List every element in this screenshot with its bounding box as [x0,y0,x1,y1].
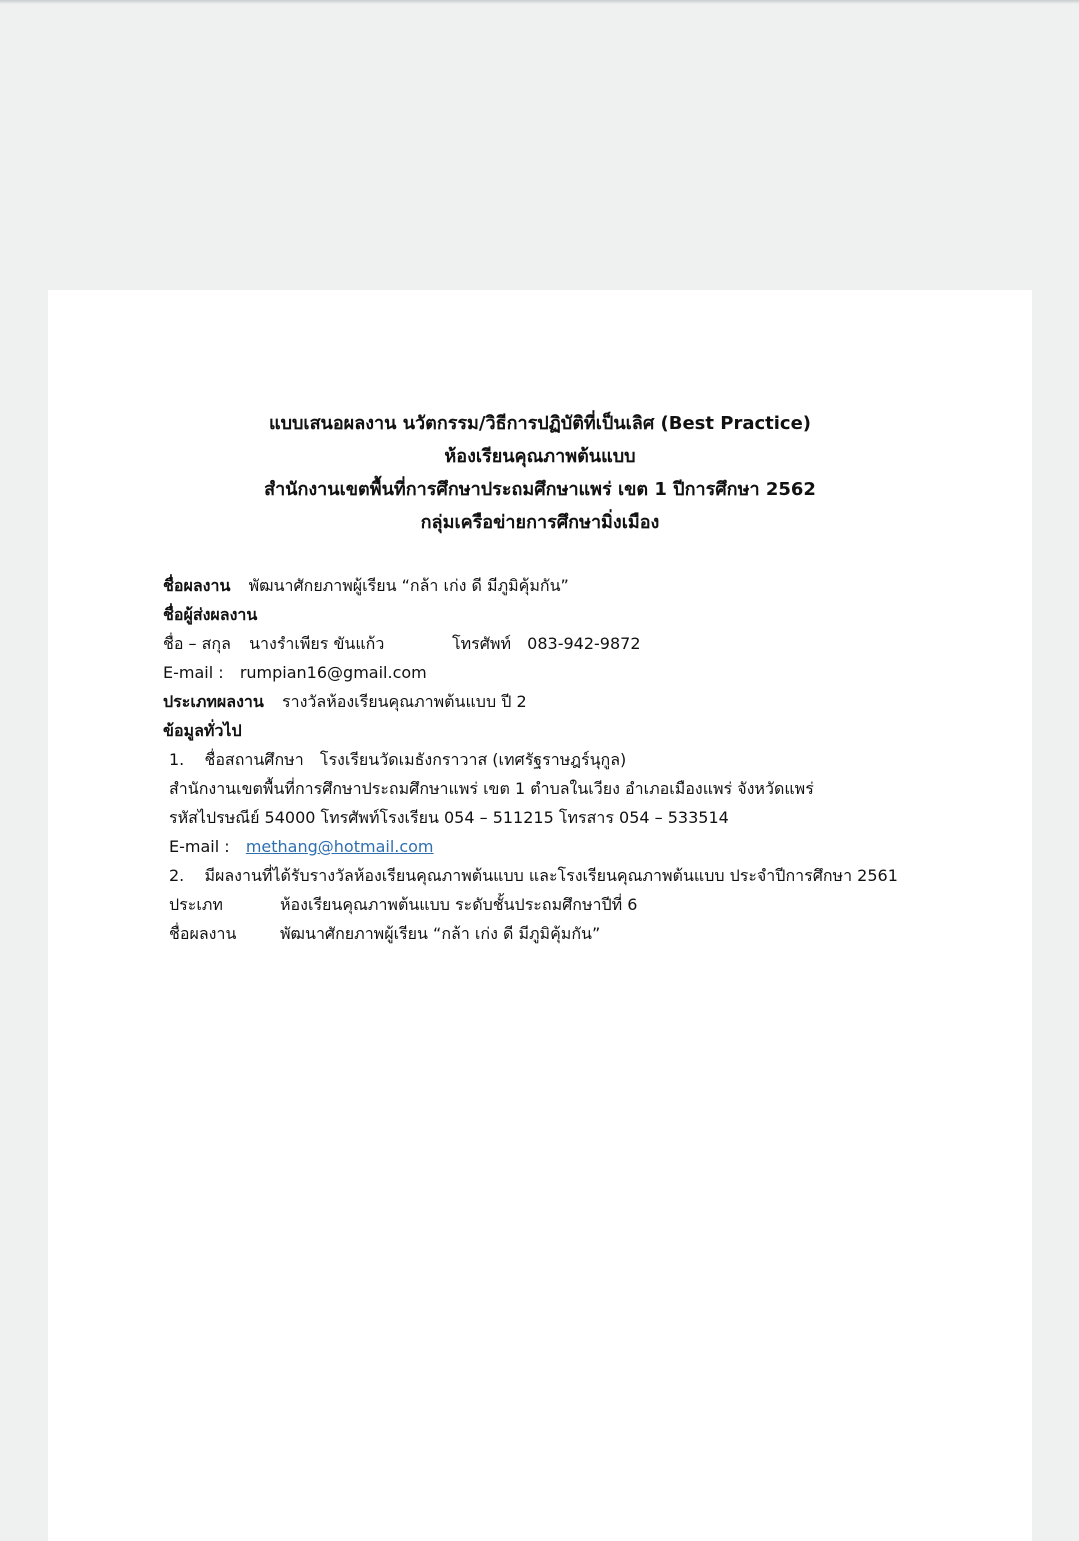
item1-label: ชื่อสถานศึกษา [204,750,304,769]
document-title: แบบเสนอผลงาน นวัตกรรม/วิธีการปฏิบัติที่เป็นเลิศ (Best Practice) [268,413,812,434]
item2-number: 2. [169,866,185,885]
item2-work-label: ชื่อผลงาน [169,924,237,943]
item2-type-value: ห้องเรียนคุณภาพต้นแบบ ระดับชั้นประถมศึกษาปีที่ 6 [280,895,638,914]
item2-type-label: ประเภท [169,895,223,914]
submitter-name-label: ชื่อ – สกุล [163,634,231,653]
general-info-section-label: ข้อมูลทั่วไป [163,721,242,740]
work-type-row [163,691,527,713]
work-name-row [163,575,569,597]
general-item-1 [169,749,626,771]
document-page [48,290,1032,1541]
work-type-label: ประเภทผลงาน [163,692,264,711]
item1-email-row [169,836,434,858]
work-name-value: พัฒนาศักยภาพผู้เรียน “กล้า เก่ง ดี มีภูมิคุ้มกัน” [248,576,569,595]
general-item-2 [169,865,898,887]
document-network-heading: กลุ่มเครือข่ายการศึกษามิ่งเมือง [420,512,660,533]
item1-email-link[interactable]: methang@hotmail.com [245,837,434,856]
item1-number: 1. [169,750,185,769]
submitter-phone-label: โทรศัพท์ [452,634,511,653]
submitter-section-label: ชื่อผู้ส่งผลงาน [163,605,258,624]
item1-contact: รหัสไปรษณีย์ 54000 โทรศัพท์โรงเรียน 054 – 511215 โทรสาร 054 – 533514 [169,808,729,827]
item1-school-name: โรงเรียนวัดเมธังกราวาส (เทศรัฐราษฎร์นุกูล) [319,750,627,769]
document-subtitle: ห้องเรียนคุณภาพต้นแบบ [444,446,636,467]
work-type-value: รางวัลห้องเรียนคุณภาพต้นแบบ ปี 2 [282,692,527,711]
work-name-label: ชื่อผลงาน [163,576,231,595]
submitter-email-label: E-mail : [163,663,224,682]
submitter-phone-row [452,633,641,655]
submitter-email-row [163,662,427,684]
item1-address: สำนักงานเขตพื้นที่การศึกษาประถมศึกษาแพร่ เขต 1 ตำบลในเวียง อำเภอเมืองแพร่ จังหวัดแพร่ [169,779,814,798]
item2-work-value: พัฒนาศักยภาพผู้เรียน “กล้า เก่ง ดี มีภูมิคุ้มกัน” [280,924,601,943]
top-shadow [0,0,1079,4]
document-office-heading: สำนักงานเขตพื้นที่การศึกษาประถมศึกษาแพร่ เขต 1 ปีการศึกษา 2562 [264,479,816,500]
submitter-phone: 083-942-9872 [527,634,641,653]
item2-text: มีผลงานที่ได้รับรางวัลห้องเรียนคุณภาพต้นแบบ และโรงเรียนคุณภาพต้นแบบ ประจำปีการศึกษา 2561 [204,866,898,885]
submitter-email: rumpian16@gmail.com [239,663,427,682]
item1-email-label: E-mail : [169,837,230,856]
submitter-name-row [163,633,384,655]
submitter-name: นางรำเพียร ขันแก้ว [249,634,385,653]
